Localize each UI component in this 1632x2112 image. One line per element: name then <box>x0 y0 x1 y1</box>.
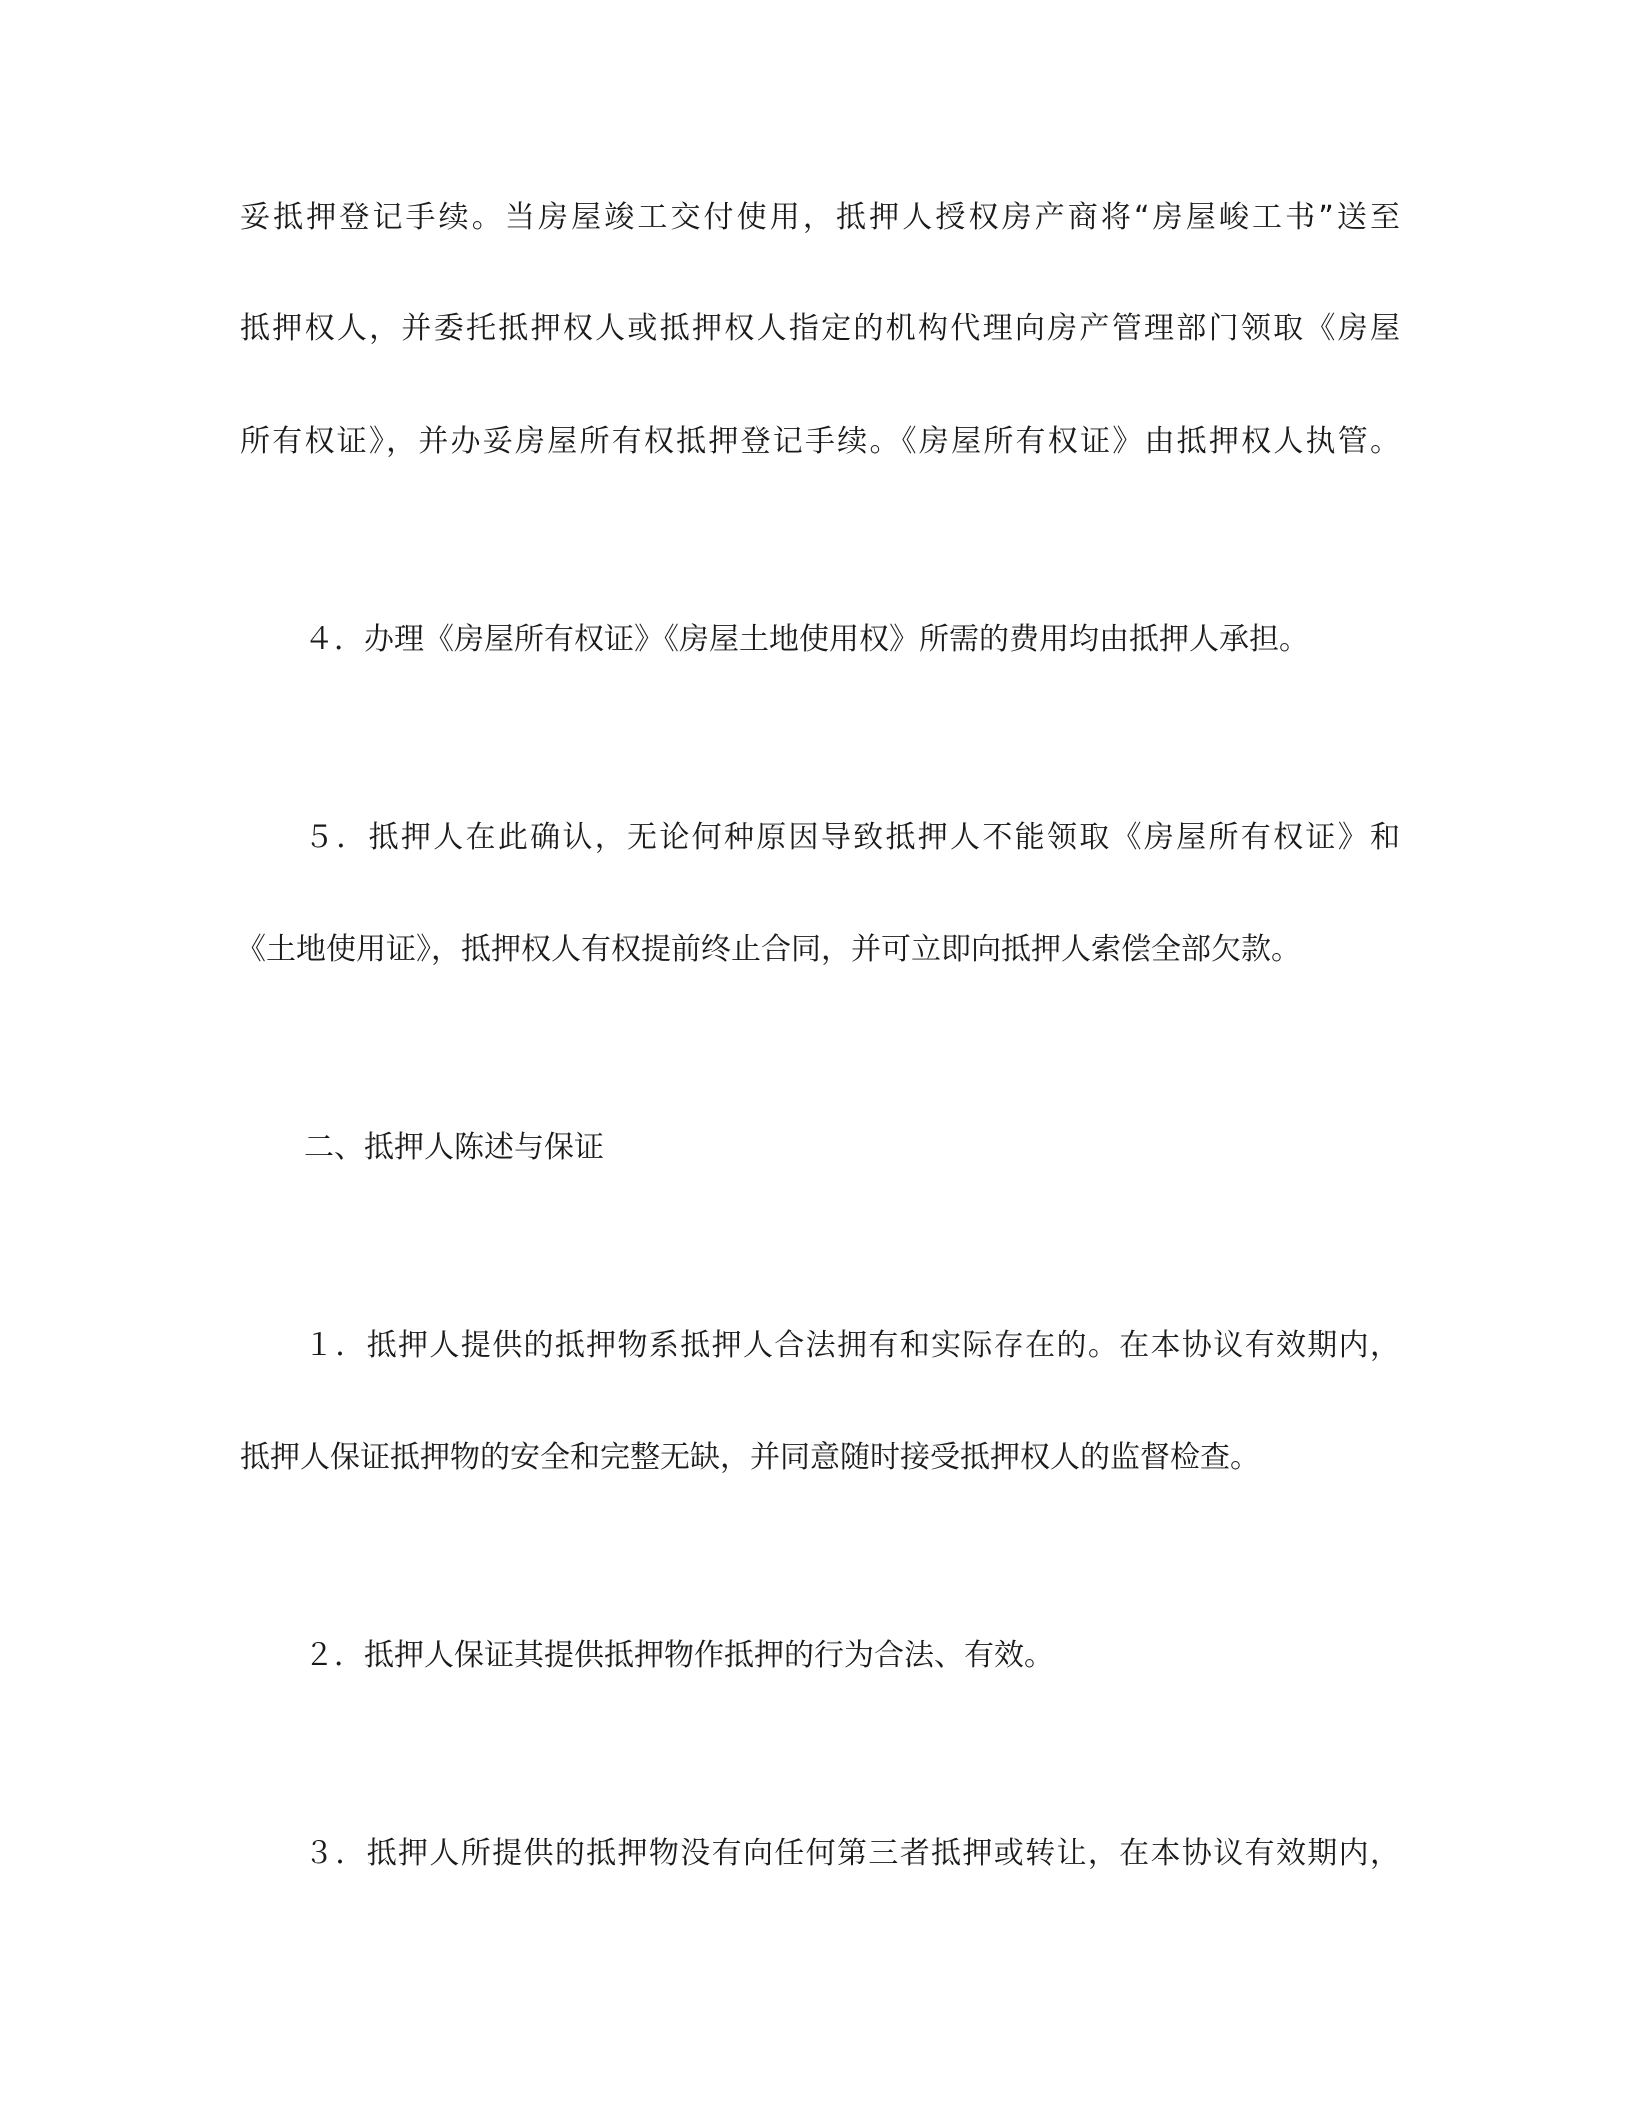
warranty-2-line: ２．抵押人保证其提供抵押物作抵押的行为合法、有效。 <box>304 1638 1054 1673</box>
paragraph-line-2: 抵押权人，并委托抵押权人或抵押权人指定的机构代理向房产管理部门领取《房屋 <box>240 311 1400 346</box>
clause-5-line-1: ５．抵押人在此确认，无论何种原因导致抵押人不能领取《房屋所有权证》和 <box>304 820 1400 855</box>
warranty-3-line-1: ３．抵押人所提供的抵押物没有向任何第三者抵押或转让，在本协议有效期内， <box>304 1836 1400 1871</box>
warranty-1-line-2: 抵押人保证抵押物的安全和完整无缺，并同意随时接受抵押权人的监督检查。 <box>240 1440 1260 1475</box>
section-heading: 二、抵押人陈述与保证 <box>304 1130 604 1165</box>
paragraph-line-3: 所有权证》，并办妥房屋所有权抵押登记手续。《房屋所有权证》由抵押权人执管。 <box>240 424 1400 459</box>
clause-5-line-2: 《土地使用证》，抵押权人有权提前终止合同，并可立即向抵押人索偿全部欠款。 <box>236 932 1301 967</box>
warranty-1-line-1: １．抵押人提供的抵押物系抵押人合法拥有和实际存在的。在本协议有效期内， <box>304 1328 1400 1363</box>
clause-4-line: ４．办理《房屋所有权证》《房屋土地使用权》所需的费用均由抵押人承担。 <box>304 622 1309 657</box>
paragraph-line-1: 妥抵押登记手续。当房屋竣工交付使用，抵押人授权房产商将“房屋峻工书”送至 <box>240 200 1400 235</box>
